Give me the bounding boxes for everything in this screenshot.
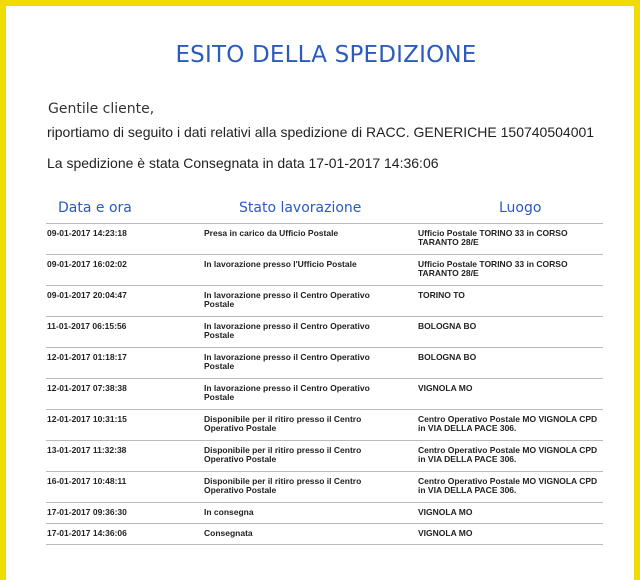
- table-row: [46, 379, 603, 410]
- row-date: 17-01-2017 14:36:06: [47, 528, 127, 538]
- table-row: [46, 317, 603, 348]
- row-state: In lavorazione presso il Centro Operativo Postale: [204, 321, 370, 340]
- table-row: [46, 503, 603, 524]
- row-state: In lavorazione presso il Centro Operativo Postale: [204, 352, 370, 371]
- row-date: 17-01-2017 09:36:30: [47, 507, 127, 517]
- row-place: TORINO TO: [418, 290, 465, 300]
- row-state: In lavorazione presso il Centro Operativo Postale: [204, 290, 370, 309]
- delivery-status-text: La spedizione è stata Consegnata in data 17-01-2017 14:36:06: [47, 155, 439, 171]
- row-date: 09-01-2017 14:23:18: [47, 228, 127, 238]
- tracking-table: [46, 224, 603, 545]
- row-state: Disponibile per il ritiro presso il Centro Operativo Postale: [204, 476, 362, 495]
- table-row: [46, 286, 603, 317]
- row-state: In lavorazione presso l'Ufficio Postale: [204, 259, 357, 269]
- table-row: [46, 524, 603, 545]
- row-date: 09-01-2017 16:02:02: [47, 259, 127, 269]
- row-place: Ufficio Postale TORINO 33 in CORSO TARANTO 28/E: [418, 259, 568, 278]
- row-place: VIGNOLA MO: [418, 507, 473, 517]
- table-row: [46, 441, 603, 472]
- page-title: ESITO DELLA SPEDIZIONE: [175, 42, 477, 68]
- row-date: 16-01-2017 10:48:11: [47, 476, 127, 486]
- row-state: Disponibile per il ritiro presso il Centro Operativo Postale: [204, 414, 362, 433]
- row-place: Centro Operativo Postale MO VIGNOLA CPD in VIA DELLA PACE 306.: [418, 476, 598, 495]
- row-place: BOLOGNA BO: [418, 352, 477, 362]
- row-date: 12-01-2017 07:38:38: [47, 383, 127, 393]
- row-state: Presa in carico da Ufficio Postale: [204, 228, 339, 238]
- row-place: VIGNOLA MO: [418, 528, 473, 538]
- column-header-state: Stato lavorazione: [239, 200, 362, 216]
- row-date: 12-01-2017 10:31:15: [47, 414, 127, 424]
- row-date: 11-01-2017 06:15:56: [47, 321, 127, 331]
- intro-text: riportiamo di seguito i dati relativi alla spedizione di RACC. GENERICHE 150740504001: [47, 124, 595, 140]
- row-state: In consegna: [204, 507, 254, 517]
- row-date: 12-01-2017 01:18:17: [47, 352, 127, 362]
- row-state: In lavorazione presso il Centro Operativo Postale: [204, 383, 370, 402]
- row-date: 13-01-2017 11:32:38: [47, 445, 127, 455]
- table-row: [46, 255, 603, 286]
- table-row: [46, 410, 603, 441]
- row-date: 09-01-2017 20:04:47: [47, 290, 127, 300]
- row-place: Ufficio Postale TORINO 33 in CORSO TARANTO 28/E: [418, 228, 568, 247]
- greeting-text: Gentile cliente,: [48, 101, 155, 117]
- row-state: Consegnata: [204, 528, 253, 538]
- row-place: Centro Operativo Postale MO VIGNOLA CPD in VIA DELLA PACE 306.: [418, 445, 598, 464]
- row-place: Centro Operativo Postale MO VIGNOLA CPD in VIA DELLA PACE 306.: [418, 414, 598, 433]
- row-state: Disponibile per il ritiro presso il Centro Operativo Postale: [204, 445, 362, 464]
- row-place: BOLOGNA BO: [418, 321, 477, 331]
- table-row: [46, 472, 603, 503]
- column-header-date: Data e ora: [58, 200, 132, 216]
- column-header-place: Luogo: [499, 200, 542, 216]
- table-row: [46, 348, 603, 379]
- table-row: [46, 224, 603, 255]
- row-place: VIGNOLA MO: [418, 383, 473, 393]
